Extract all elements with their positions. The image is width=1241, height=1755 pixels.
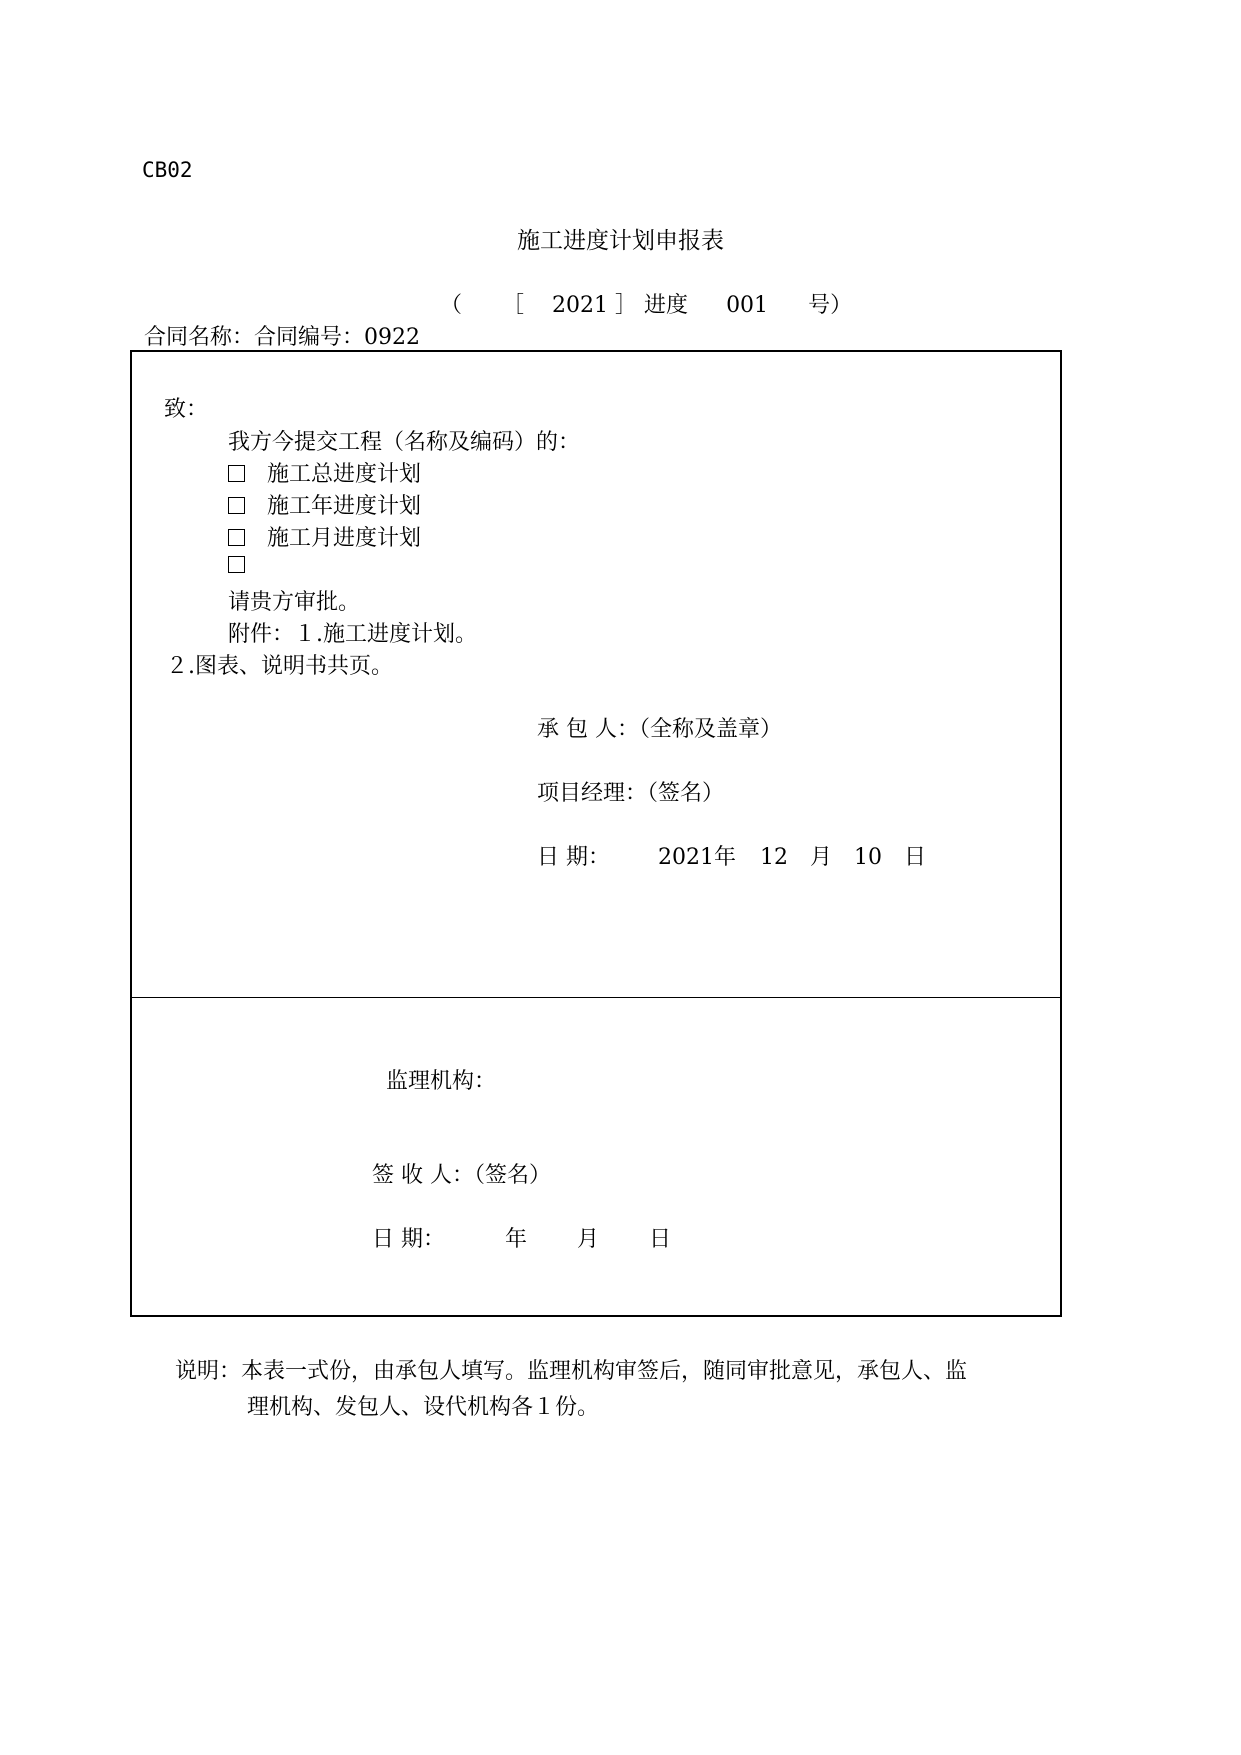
day-unit: 日: [904, 845, 927, 870]
attachment-1: 附件：１.施工进度计划。: [228, 622, 477, 647]
serial-open-paren: （: [440, 293, 463, 318]
addressee-label: 致：: [164, 397, 209, 422]
serial-close-bracket: ］: [615, 293, 638, 318]
receiver-label: 签 收 人：（签名）: [372, 1163, 551, 1188]
month-unit: 月: [810, 845, 833, 870]
note-line-1: 说明：本表一式份，由承包人填写。监理机构审签后，随同审批意见，承包人、监: [175, 1359, 968, 1384]
date-year: 2021: [658, 845, 714, 870]
year-unit: 年: [505, 1227, 528, 1252]
contractor-label: 承 包 人：（全称及盖章）: [537, 717, 782, 742]
month-unit: 月: [577, 1227, 600, 1252]
serial-number: 001: [726, 293, 769, 318]
date-label: 日 期：: [372, 1227, 445, 1252]
date-day: 10: [854, 845, 883, 870]
option-other: [228, 553, 267, 578]
contract-line: 合同名称：合同编号：0922: [144, 325, 420, 350]
attachment-2: ２.图表、说明书共页。: [166, 654, 393, 679]
checkbox[interactable]: [228, 556, 245, 573]
option-label: 施工年进度计划: [267, 494, 422, 519]
checkbox[interactable]: [228, 465, 245, 482]
date-label: 日 期：: [537, 845, 610, 870]
option-total-plan: [228, 457, 421, 488]
year-unit: 年: [714, 845, 737, 870]
option-monthly-plan: [228, 521, 421, 552]
supervision-org-label: 监理机构：: [386, 1069, 497, 1094]
day-unit: 日: [649, 1227, 672, 1252]
submission-date: [537, 840, 926, 871]
approval-request: 请贵方审批。: [228, 590, 361, 615]
supervision-date: [372, 1222, 671, 1253]
serial-category: 进度: [644, 293, 689, 318]
form-code: CB02: [142, 158, 193, 182]
option-label: 施工总进度计划: [267, 462, 422, 487]
section-divider: [132, 997, 1060, 998]
checkbox[interactable]: [228, 497, 245, 514]
instruction-note: [175, 1354, 967, 1426]
serial-suffix: 号）: [808, 293, 853, 318]
date-month: 12: [760, 845, 789, 870]
note-line-2: 理机构、发包人、设代机构各１份。: [247, 1395, 600, 1420]
option-annual-plan: [228, 489, 421, 520]
serial-open-bracket: ［: [502, 293, 525, 318]
checkbox[interactable]: [228, 529, 245, 546]
serial-year: 2021: [552, 293, 609, 318]
option-label: 施工月进度计划: [267, 526, 422, 551]
serial-number-line: [440, 288, 852, 319]
submission-intro: 我方今提交工程（名称及编码）的：: [228, 430, 581, 455]
form-title: 施工进度计划申报表: [517, 228, 724, 254]
project-manager-label: 项目经理：（签名）: [537, 781, 725, 806]
form-table: [130, 350, 1062, 1317]
